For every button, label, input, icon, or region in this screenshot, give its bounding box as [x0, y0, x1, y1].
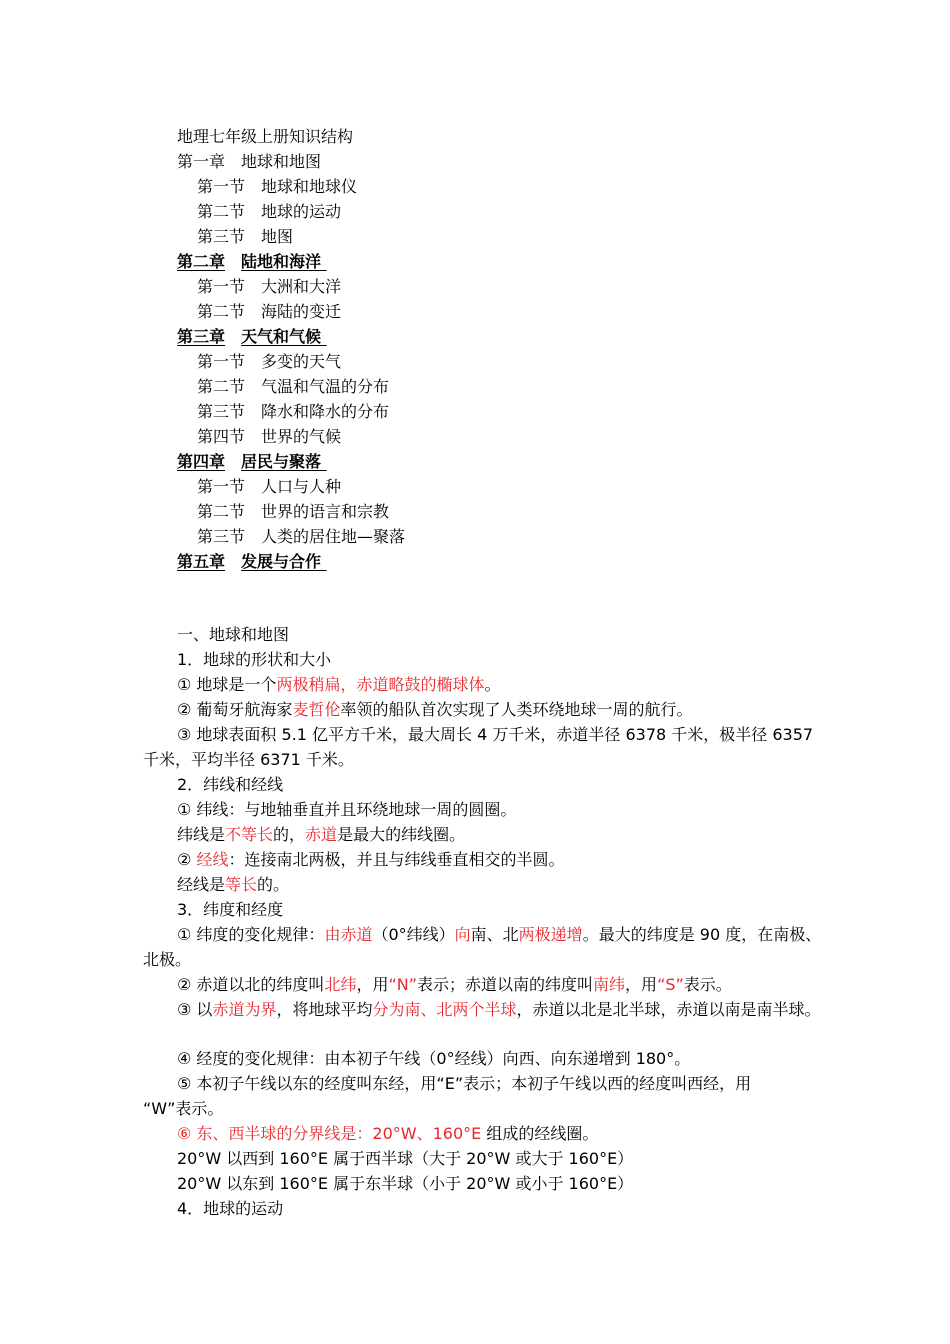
section-heading: 2．纬线和经线: [177, 775, 284, 794]
chapter-name: 居民与聚落: [241, 452, 322, 471]
highlight: 两极递增: [518, 925, 583, 944]
highlight: 两极稍扁，赤道略鼓的椭球体: [276, 675, 485, 694]
chapter-name: 发展与合作: [241, 552, 322, 571]
paragraph: ④ 经度的变化规律：由本初子午线（0°经线）向西、向东递增到 180°。: [177, 1049, 691, 1068]
highlight: “N”: [388, 975, 418, 994]
paragraph: ② 经线：连接南北两极，并且与纬线垂直相交的半圆。: [177, 850, 565, 869]
paragraph: 20°W 以东到 160°E 属于东半球（小于 20°W 或小于 160°E）: [177, 1174, 634, 1193]
toc-section: 第三节 人类的居住地—聚落: [197, 527, 406, 546]
chapter-name: 陆地和海洋: [241, 252, 322, 271]
highlight: 经线: [196, 850, 229, 869]
paragraph-continued: 北极。: [143, 950, 192, 969]
highlight: 赤道为界: [212, 1000, 277, 1019]
paragraph: ① 地球是一个两极稍扁，赤道略鼓的椭球体。: [177, 675, 501, 694]
toc-chapter-5: [177, 551, 327, 573]
paragraph: ③ 以赤道为界，将地球平均分为南、北两个半球，赤道以北是北半球，赤道以南是南半球。: [177, 1000, 821, 1019]
paragraph-continued: 千米，平均半径 6371 千米。: [143, 750, 354, 769]
paragraph: ⑥ 东、西半球的分界线是：20°W、160°E 组成的经线圈。: [177, 1124, 599, 1143]
highlight: 分为南、北两个半球: [372, 1000, 517, 1019]
chapter-number: 第二章: [177, 252, 226, 271]
paragraph: 纬线是不等长的，赤道是最大的纬线圈。: [177, 825, 466, 844]
chapter-number: 第五章: [177, 552, 226, 571]
paragraph: ⑤ 本初子午线以东的经度叫东经，用“E”表示；本初子午线以西的经度叫西经，用: [177, 1074, 752, 1093]
toc-section: 第一节 多变的天气: [197, 352, 342, 371]
highlight: 向: [454, 925, 471, 944]
toc-section: 第一节 地球和地球仪: [197, 177, 358, 196]
toc-section: 第二节 世界的语言和宗教: [197, 502, 390, 521]
paragraph: ② 赤道以北的纬度叫北纬，用“N”表示；赤道以南的纬度叫南纬，用“S”表示。: [177, 975, 732, 994]
toc-title: 地理七年级上册知识结构: [177, 127, 354, 146]
section-heading: 4．地球的运动: [177, 1199, 284, 1218]
paragraph: ③ 地球表面积 5.1 亿平方千米，最大周长 4 万千米，赤道半径 6378 千米，极半径 6357: [177, 725, 814, 744]
toc-section: 第四节 世界的气候: [197, 427, 342, 446]
highlight: 麦哲伦: [292, 700, 341, 719]
paragraph: ① 纬度的变化规律：由赤道（0°纬线）向南、北两极递增。最大的纬度是 90 度，在南极、: [177, 925, 822, 944]
section-heading: 3．纬度和经度: [177, 900, 284, 919]
toc-section: 第二节 地球的运动: [197, 202, 342, 221]
paragraph: 20°W 以西到 160°E 属于西半球（大于 20°W 或大于 160°E）: [177, 1149, 634, 1168]
highlight: 等长: [225, 875, 258, 894]
toc-chapter-3: [177, 326, 327, 348]
toc-section: 第二节 海陆的变迁: [197, 302, 342, 321]
highlight: 由赤道: [324, 925, 373, 944]
chapter-number: 第一章: [177, 152, 226, 171]
section-heading: 1．地球的形状和大小: [177, 650, 332, 669]
toc-section: 第一节 大洲和大洋: [197, 277, 342, 296]
chapter-name: 地球和地图: [241, 152, 322, 171]
highlight: 不等长: [225, 825, 274, 844]
highlight: ⑥ 东、西半球的分界线是：20°W、160°E: [177, 1124, 482, 1143]
toc-section: 第二节 气温和气温的分布: [197, 377, 390, 396]
highlight: “S”: [657, 975, 684, 994]
toc-chapter-1: [177, 151, 321, 173]
toc-chapter-4: [177, 451, 327, 473]
toc-section: 第三节 降水和降水的分布: [197, 402, 390, 421]
chapter-number: 第三章: [177, 327, 226, 346]
chapter-number: 第四章: [177, 452, 226, 471]
paragraph: 经线是等长的。: [177, 875, 290, 894]
highlight: 北纬: [324, 975, 357, 994]
paragraph-continued: “W”表示。: [143, 1099, 224, 1118]
highlight: 南纬: [593, 975, 626, 994]
chapter-name: 天气和气候: [241, 327, 322, 346]
toc-section: 第一节 人口与人种: [197, 477, 342, 496]
toc-section: 第三节 地图: [197, 227, 294, 246]
part-title: 一、地球和地图: [177, 625, 290, 644]
paragraph: ② 葡萄牙航海家麦哲伦率领的船队首次实现了人类环绕地球一周的航行。: [177, 700, 693, 719]
paragraph: ① 纬线：与地轴垂直并且环绕地球一周的圆圈。: [177, 800, 517, 819]
highlight: 赤道: [305, 825, 338, 844]
toc-chapter-2: [177, 251, 327, 273]
